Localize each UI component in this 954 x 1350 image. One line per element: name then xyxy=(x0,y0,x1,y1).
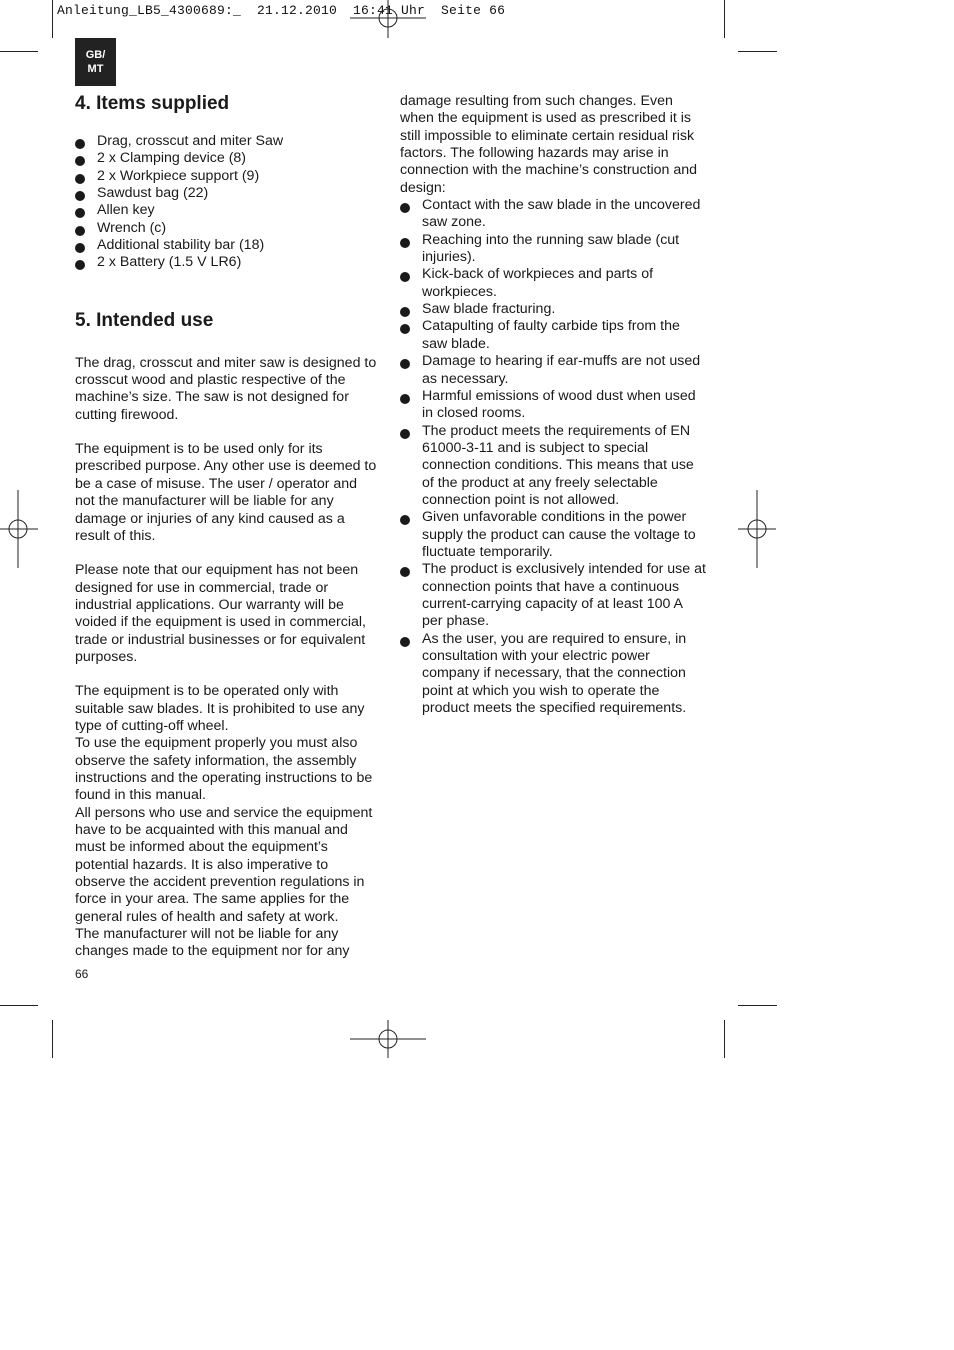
list-item: Given unfavorable conditions in the power supply the product can cause the voltage to fluctuate temporarily. xyxy=(400,509,706,561)
crop-mark xyxy=(52,1020,53,1058)
crop-mark xyxy=(0,1005,38,1006)
paragraph: All persons who use and service the equipment have to be acquainted with this manual and must be informed about the equipment’s potential hazards. It is also imperative to observe the accident prevention regulations in force in your area. The same applies for the general rules of health and safety at work. xyxy=(75,804,373,925)
print-header: Anleitung_LB5_4300689:_ 21.12.2010 16:41 Uhr Seite 66 xyxy=(57,3,506,18)
right-column xyxy=(400,93,706,717)
crop-mark xyxy=(724,1020,725,1058)
page-number: 66 xyxy=(75,967,89,981)
list-item: Wrench (c) xyxy=(75,220,380,237)
items-supplied-list xyxy=(75,133,380,272)
paragraph: The drag, crosscut and miter saw is designed to crosscut wood and plastic respective of the machine’s size. The saw is not designed for cutting firewood. xyxy=(75,354,377,423)
crop-mark xyxy=(52,0,53,38)
list-item: 2 x Workpiece support (9) xyxy=(75,168,380,185)
list-item: Allen key xyxy=(75,202,380,219)
crop-mark xyxy=(738,1005,777,1006)
paragraph: Please note that our equipment has not been designed for use in commercial, trade or industrial applications. Our warranty will be voided if the equipment is used in commercial, trade or industrial businesses or for equivalent purposes. xyxy=(75,562,366,665)
registration-mark-icon xyxy=(738,490,778,570)
list-item: Drag, crosscut and miter Saw xyxy=(75,133,380,150)
paragraph-continuation: damage resulting from such changes. Even when the equipment is used as prescribed it is still impossible to eliminate certain residual risk factors. The following hazards may arise in connection with the machine’s construction and design: xyxy=(400,93,698,196)
paragraph: The manufacturer will not be liable for any changes made to the equipment nor for any xyxy=(75,926,350,960)
paragraph: The equipment is to be used only for its prescribed purpose. Any other use is deemed to be a case of misuse. The user / operator and not the manufacturer will be liable for any damage or injuries of any kind caused as a result of this. xyxy=(75,441,377,544)
section-5-title: 5. Intended use xyxy=(75,309,214,331)
crop-mark xyxy=(738,51,777,52)
list-item: Sawdust bag (22) xyxy=(75,185,380,202)
list-item: As the user, you are required to ensure, in consultation with your electric power company if necessary, that the connection point at which you wish to operate the product meets the specified requirements. xyxy=(400,631,706,718)
list-item: Kick-back of workpieces and parts of workpieces. xyxy=(400,266,706,301)
language-badge-line-1: GB/ xyxy=(85,49,106,61)
list-item: 2 x Clamping device (8) xyxy=(75,150,380,167)
registration-mark-icon xyxy=(0,490,40,570)
list-item: The product is exclusively intended for use at connection points that have a continuous current-carrying capacity of at least 100 A per phase. xyxy=(400,561,706,630)
registration-mark-icon xyxy=(348,0,428,40)
paragraph: To use the equipment properly you must also observe the safety information, the assembly instructions and the operating instructions to be found in this manual. xyxy=(75,735,373,804)
language-badge xyxy=(75,38,116,86)
list-item: The product meets the requirements of EN 61000-3-11 and is subject to special connection conditions. This means that use of the product at any freely selectable connection point is not allowed. xyxy=(400,423,706,510)
list-item: Catapulting of faulty carbide tips from the saw blade. xyxy=(400,318,706,353)
list-item: 2 x Battery (1.5 V LR6) xyxy=(75,254,380,271)
crop-mark xyxy=(724,0,725,38)
crop-mark xyxy=(0,51,38,52)
hazards-list xyxy=(400,197,706,717)
left-column xyxy=(75,92,380,961)
list-item: Saw blade fracturing. xyxy=(400,301,706,318)
paragraph: The equipment is to be operated only with suitable saw blades. It is prohibited to use any type of cutting-off wheel. xyxy=(75,683,365,734)
registration-mark-icon xyxy=(348,1020,428,1060)
list-item: Additional stability bar (18) xyxy=(75,237,380,254)
section-4-title: 4. Items supplied xyxy=(75,93,230,114)
list-item: Harmful emissions of wood dust when used in closed rooms. xyxy=(400,388,706,423)
language-badge-line-2: MT xyxy=(87,63,104,75)
list-item: Contact with the saw blade in the uncovered saw zone. xyxy=(400,197,706,232)
list-item: Reaching into the running saw blade (cut injuries). xyxy=(400,232,706,267)
list-item: Damage to hearing if ear-muffs are not used as necessary. xyxy=(400,353,706,388)
